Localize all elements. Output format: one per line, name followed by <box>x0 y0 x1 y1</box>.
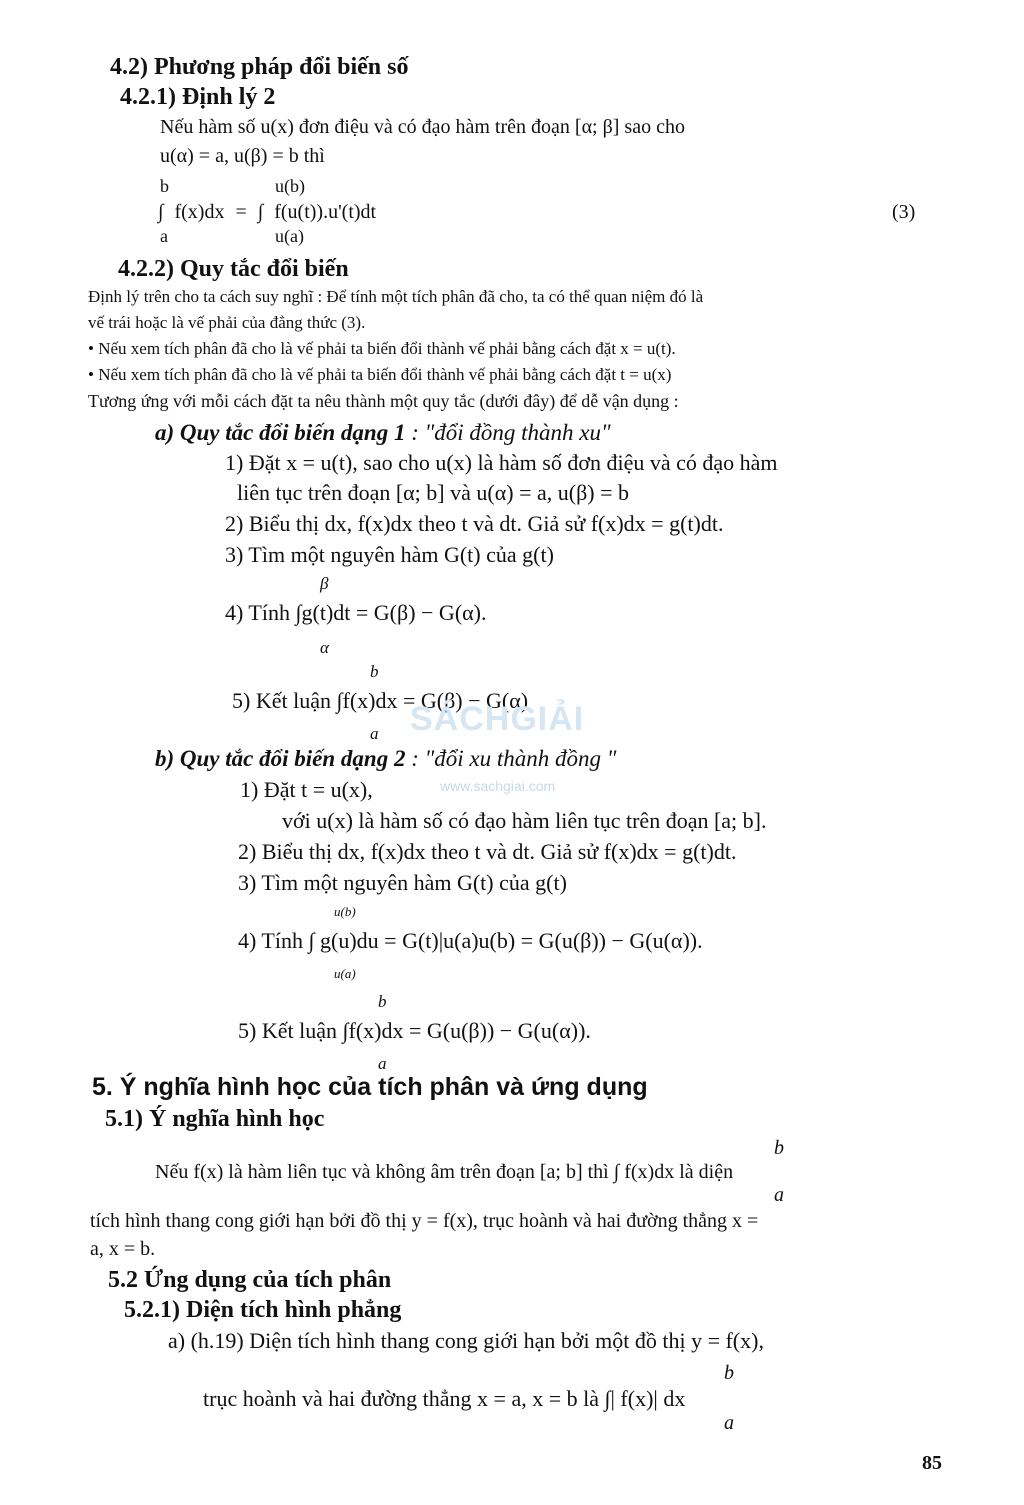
integral-lower-limit-left: a <box>160 226 168 246</box>
integral-upper-limit: b <box>774 1137 784 1159</box>
equation-number: (3) <box>892 201 916 223</box>
rule-b-step-5-lower: a <box>378 1054 387 1073</box>
rule-b-step-5-upper: b <box>378 992 387 1011</box>
paragraph-line: vế trái hoặc là vế phải của đẳng thức (3). <box>88 313 366 332</box>
geometric-meaning-line-1: Nếu f(x) là hàm liên tục và không âm trên đoạn [a; b] thì ∫ f(x)dx là diện <box>155 1161 734 1183</box>
rule-a-step-5-lower: a <box>370 724 379 743</box>
rule-a-step-1-cont: liên tục trên đoạn [α; b] và u(α) = a, u(β) = b <box>237 480 629 505</box>
rule-a-step-5: 5) Kết luận ∫f(x)dx = G(β) − G(α) <box>232 688 529 713</box>
area-integral-lower: a <box>724 1412 734 1434</box>
integral-upper-limit-right: u(b) <box>275 176 305 196</box>
section-heading-5-2-1: 5.2.1) Diện tích hình phẳng <box>124 1297 402 1323</box>
rule-a-heading <box>155 420 611 446</box>
watermark-logo: SÁCHGIẢI <box>410 700 585 738</box>
geometric-meaning-line-2: tích hình thang cong giới hạn bởi đồ thị y = f(x), trục hoành và hai đường thẳng x = <box>90 1210 759 1232</box>
area-integral-upper: b <box>724 1362 734 1384</box>
theorem-line-2: u(α) = a, u(β) = b thì <box>160 145 325 167</box>
integral-lower-limit-right: u(a) <box>275 226 304 246</box>
rule-a-step-4-lower: α <box>320 638 329 657</box>
area-line-1: a) (h.19) Diện tích hình thang cong giới hạn bởi một đồ thị y = f(x), <box>168 1328 764 1353</box>
rule-a-step-4-upper: β <box>320 574 329 593</box>
formula-3: ∫ f(x)dx = ∫ f(u(t)).u'(t)dt <box>158 201 377 223</box>
integral-upper-limit-left: b <box>160 176 169 196</box>
section-heading-5: 5. Ý nghĩa hình học của tích phân và ứng dụng <box>92 1073 648 1101</box>
theorem-line-1: Nếu hàm số u(x) đơn điệu và có đạo hàm trên đoạn [α; β] sao cho <box>160 116 685 138</box>
rule-a-title: a) Quy tắc đổi biến dạng 1 <box>155 420 406 445</box>
bullet-item: • Nếu xem tích phân đã cho là vế phải ta biến đổi thành vế phải bằng cách đặt t = u(x) <box>88 365 672 384</box>
section-heading-5-2: 5.2 Ứng dụng của tích phân <box>108 1267 392 1293</box>
rule-b-step-4-lower: u(a) <box>334 966 356 981</box>
rule-b-step-5: 5) Kết luận ∫f(x)dx = G(u(β)) − G(u(α)). <box>238 1018 591 1043</box>
area-line-2: trục hoành và hai đường thẳng x = a, x = b là ∫| f(x)| dx <box>203 1386 686 1411</box>
paragraph-line: Tương ứng với mỗi cách đặt ta nêu thành một quy tắc (dưới đây) để dễ vận dụng : <box>88 391 679 411</box>
rule-a-step-1: 1) Đặt x = u(t), sao cho u(x) là hàm số đơn điệu và có đạo hàm <box>225 450 778 475</box>
section-heading-5-1: 5.1) Ý nghĩa hình học <box>105 1106 325 1132</box>
rule-b-title: b) Quy tắc đổi biến dạng 2 <box>155 746 406 771</box>
watermark-url: www.sachgiai.com <box>440 778 556 794</box>
section-heading-4-2: 4.2) Phương pháp đổi biến số <box>110 54 409 80</box>
rule-a-step-4: 4) Tính ∫g(t)dt = G(β) − G(α). <box>225 600 487 625</box>
rule-a-subtitle: : "đổi đồng thành xu" <box>411 420 611 445</box>
rule-a-step-5-upper: b <box>370 662 379 681</box>
rule-b-step-4-upper: u(b) <box>334 904 356 919</box>
page-number: 85 <box>922 1452 942 1474</box>
geometric-meaning-line-3: a, x = b. <box>90 1238 156 1260</box>
section-heading-4-2-2: 4.2.2) Quy tắc đổi biến <box>118 256 349 282</box>
rule-a-step-3: 3) Tìm một nguyên hàm G(t) của g(t) <box>225 542 554 567</box>
rule-b-step-3: 3) Tìm một nguyên hàm G(t) của g(t) <box>238 870 567 895</box>
rule-b-step-4: 4) Tính ∫ g(u)du = G(t)|u(a)u(b) = G(u(β)) − G(u(α)). <box>238 928 703 953</box>
rule-b-step-1-cont: với u(x) là hàm số có đạo hàm liên tục trên đoạn [a; b]. <box>282 808 767 833</box>
integral-lower-limit: a <box>774 1184 784 1206</box>
section-heading-4-2-1: 4.2.1) Định lý 2 <box>120 84 276 110</box>
rule-b-step-2: 2) Biểu thị dx, f(x)dx theo t và dt. Giả sử f(x)dx = g(t)dt. <box>238 839 737 864</box>
rule-b-step-1: 1) Đặt t = u(x), <box>240 777 373 802</box>
rule-b-heading <box>155 746 616 772</box>
paragraph-line: Định lý trên cho ta cách suy nghĩ : Để tính một tích phân đã cho, ta có thể quan niệm đó là <box>88 287 704 306</box>
rule-a-step-2: 2) Biểu thị dx, f(x)dx theo t và dt. Giả sử f(x)dx = g(t)dt. <box>225 511 724 536</box>
bullet-item: • Nếu xem tích phân đã cho là vế phải ta biến đổi thành vế phải bằng cách đặt x = u(t). <box>88 339 676 358</box>
rule-b-subtitle: : "đổi xu thành đồng " <box>411 746 617 771</box>
